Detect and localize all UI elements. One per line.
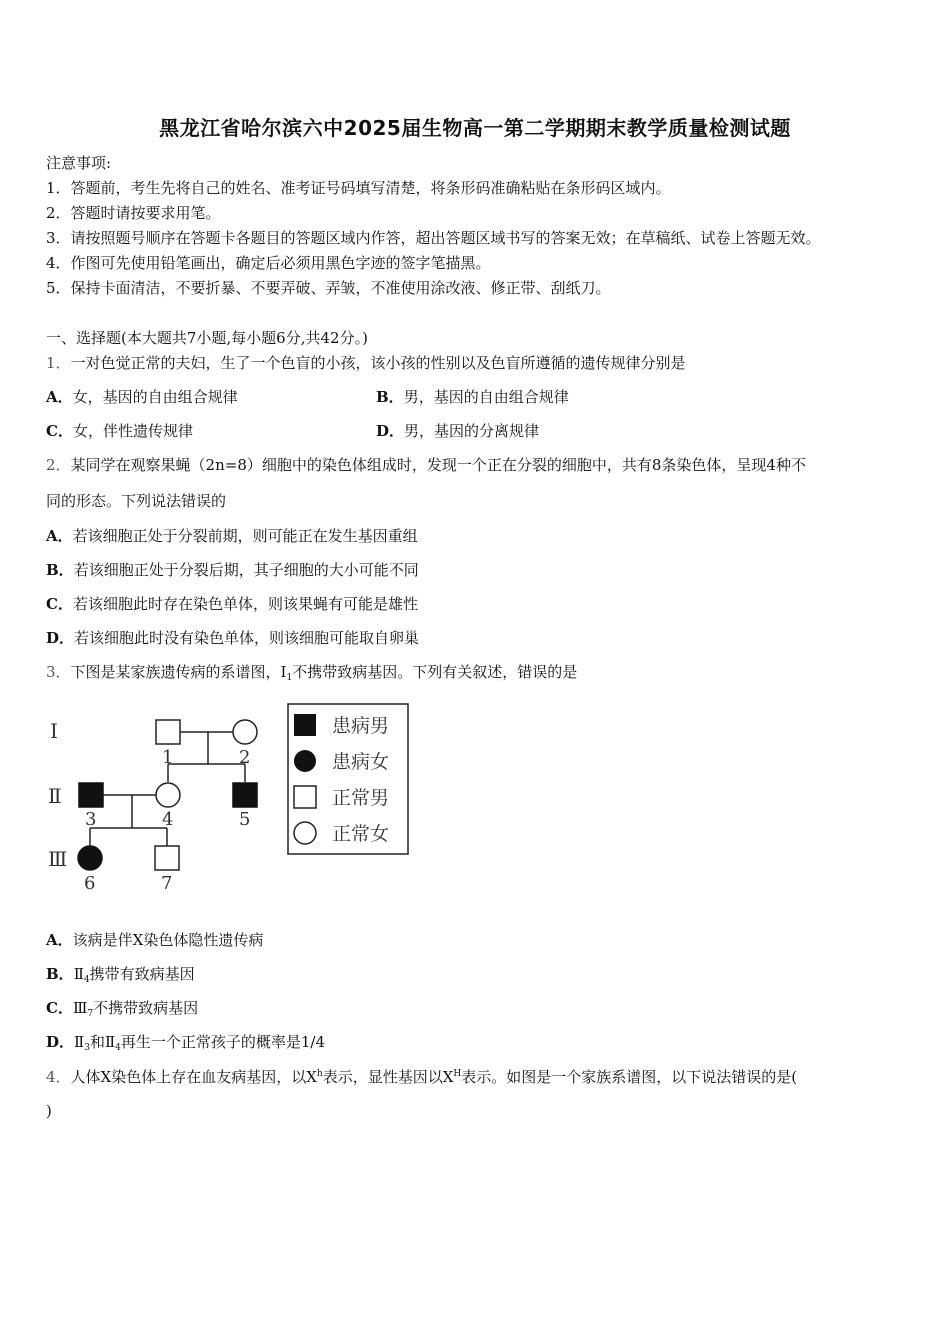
question-4: [46, 1066, 797, 1087]
question-number: 3．: [46, 663, 71, 681]
superscript: h: [316, 1069, 323, 1079]
individual-label-4: 4: [162, 809, 174, 830]
question-2-continued: 同的形态。下列说法错误的: [46, 492, 227, 510]
option-label: C．: [46, 999, 73, 1017]
question-number: 4．: [46, 1068, 71, 1086]
q1-option-c: [46, 420, 193, 441]
question-text: 某同学在观察果蝇（2n=8）细胞中的染色体组成时，发现一个正在分裂的细胞中，共有8条染色体，呈现4种不: [70, 456, 806, 474]
question-text-end: 不携带致病基因。下列有关叙述，错误的是: [292, 663, 578, 681]
superscript: H: [453, 1069, 462, 1079]
individual-label-5: 5: [239, 809, 251, 830]
individual-5-affected-male: [233, 783, 257, 807]
individual-7-normal-male: [155, 846, 179, 870]
option-text: Ⅱ: [74, 1033, 85, 1051]
note-item-5: 5．保持卡面清洁，不要折暴、不要弄破、弄皱，不准使用涂改液、修正带、刮纸刀。: [46, 279, 611, 297]
option-label: A．: [46, 527, 73, 545]
option-text-end: 再生一个正常孩子的概率是1/4: [120, 1033, 326, 1051]
option-text: 若该细胞正处于分裂前期，则可能正在发生基因重组: [72, 527, 418, 545]
individual-1-normal-male: [156, 720, 180, 744]
legend-affected-female-icon: [294, 750, 316, 772]
option-label: A．: [46, 388, 73, 406]
individual-4-normal-female: [156, 783, 180, 807]
individual-6-affected-female: [78, 846, 102, 870]
q1-option-d: [376, 420, 539, 441]
note-item-2: 2．答题时请按要求用笔。: [46, 204, 221, 222]
q2-option-d: [46, 627, 419, 648]
option-label: B．: [46, 965, 74, 983]
section-heading: 一、选择题(本大题共7小题,每小题6分,共42分。): [46, 329, 368, 347]
legend-label-normal-male: 正常男: [332, 787, 390, 809]
q3-option-a: [46, 929, 263, 950]
question-number: 1．: [46, 354, 71, 372]
question-text: 下图是某家族遗传病的系谱图，Ⅰ: [70, 663, 287, 681]
option-label: D．: [46, 1033, 75, 1051]
option-label: C．: [46, 422, 73, 440]
option-label: A．: [46, 931, 73, 949]
option-text: 若该细胞正处于分裂后期，其子细胞的大小可能不同: [73, 561, 419, 579]
subscript: 7: [87, 1009, 94, 1019]
option-text-end: 携带有致病基因: [89, 965, 195, 983]
question-3: [46, 661, 577, 683]
q2-option-a: [46, 525, 418, 546]
question-4-continued: ): [46, 1102, 52, 1120]
option-label: D．: [46, 629, 75, 647]
note-item-4: 4．作图可先使用铅笔画出，确定后必须用黑色字迹的签字笔描黑。: [46, 254, 491, 272]
question-1: [46, 352, 686, 373]
option-label: C．: [46, 595, 73, 613]
option-text: 若该细胞此时没有染色单体，则该细胞可能取自卵巢: [74, 629, 420, 647]
option-text: 若该细胞此时存在染色单体，则该果蝇有可能是雄性: [72, 595, 418, 613]
legend-normal-male-icon: [294, 786, 316, 808]
question-2: [46, 454, 806, 475]
note-item-3: 3．请按照题号顺序在答题卡各题目的答题区域内作答，超出答题区域书写的答案无效；在草稿纸、试卷上答题无效。: [46, 229, 821, 247]
option-text: 女，基因的自由组合规律: [72, 388, 238, 406]
option-text: Ⅲ: [72, 999, 88, 1017]
individual-label-6: 6: [84, 873, 96, 894]
individual-2-normal-female: [233, 720, 257, 744]
option-text-mid: 和Ⅱ: [89, 1033, 116, 1051]
q2-option-b: [46, 559, 419, 580]
subscript: 4: [115, 1043, 121, 1053]
option-label: B．: [376, 388, 404, 406]
pedigree-figure: [40, 700, 420, 900]
q2-option-c: [46, 593, 418, 614]
legend-normal-female-icon: [294, 822, 316, 844]
subscript: 3: [84, 1043, 90, 1053]
option-text: 男，基因的自由组合规律: [403, 388, 569, 406]
question-text-mid: 表示，显性基因以X: [322, 1068, 454, 1086]
question-text: 一对色觉正常的夫妇，生了一个色盲的小孩，该小孩的性别以及色盲所遵循的遗传规律分别是: [70, 354, 686, 372]
question-text: 人体X染色体上存在血友病基因，以X: [70, 1068, 317, 1086]
subscript: 1: [286, 673, 293, 683]
q1-option-a: [46, 386, 238, 407]
q3-option-c: [46, 997, 198, 1019]
question-text-end: 表示。如图是一个家族系谱图，以下说法错误的是(: [461, 1068, 798, 1086]
generation-label-3: Ⅲ: [48, 847, 68, 871]
legend-label-affected-male: 患病男: [332, 715, 390, 737]
option-label: D．: [376, 422, 405, 440]
generation-label-1: Ⅰ: [50, 719, 58, 743]
individual-label-1: 1: [162, 747, 174, 768]
individual-label-7: 7: [161, 873, 173, 894]
option-text: 该病是伴X染色体隐性遗传病: [72, 931, 264, 949]
individual-label-2: 2: [239, 747, 251, 768]
individual-label-3: 3: [85, 809, 97, 830]
page-title: 黑龙江省哈尔滨六中2025届生物高一第二学期期末教学质量检测试题: [159, 116, 791, 140]
individual-3-affected-male: [79, 783, 103, 807]
q1-option-b: [376, 386, 569, 407]
generation-label-2: Ⅱ: [48, 784, 62, 808]
legend-label-affected-female: 患病女: [332, 751, 390, 773]
q3-option-b: [46, 963, 195, 985]
option-text-end: 不携带致病基因: [93, 999, 199, 1017]
option-text: 女，伴性遗传规律: [72, 422, 193, 440]
note-item-1: 1．答题前，考生先将自己的姓名、准考证号码填写清楚，将条形码准确粘贴在条形码区域内。: [46, 179, 671, 197]
option-label: B．: [46, 561, 74, 579]
subscript: 4: [83, 975, 90, 985]
option-text: 男，基因的分离规律: [404, 422, 540, 440]
question-number: 2．: [46, 456, 71, 474]
legend-label-normal-female: 正常女: [332, 823, 390, 845]
notes-heading: 注意事项:: [46, 154, 112, 172]
legend-affected-male-icon: [294, 714, 316, 736]
q3-option-d: [46, 1031, 325, 1053]
option-text: Ⅱ: [73, 965, 84, 983]
